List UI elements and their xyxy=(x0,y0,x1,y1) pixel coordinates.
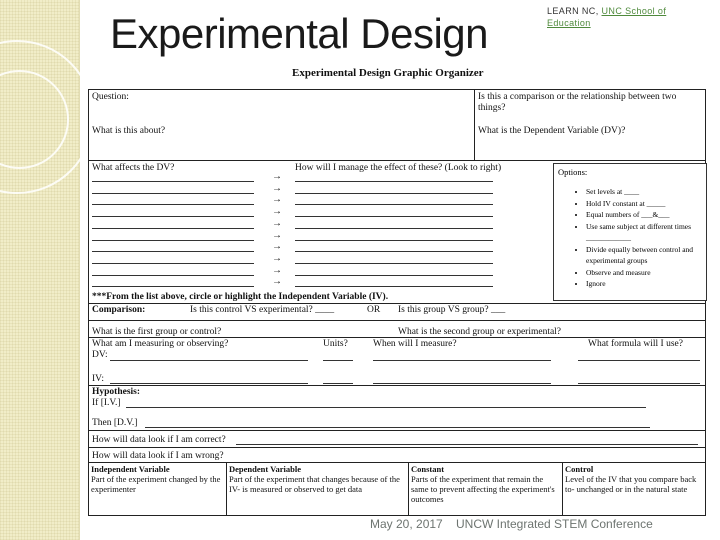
table-border-bottom xyxy=(88,515,706,516)
manage-blank-line xyxy=(295,286,493,287)
affects-blank-line xyxy=(92,240,254,241)
option-item: • Divide equally between control and experimental groups xyxy=(586,244,704,267)
credit-prefix: LEARN NC, xyxy=(547,6,602,16)
circle-iv-note: ***From the list above, circle or highlight the Independent Variable (IV). xyxy=(92,292,389,302)
about-label: What is this about? xyxy=(92,126,166,136)
affects-blank-line xyxy=(92,286,254,287)
correct-question: How will data look if I am correct? xyxy=(92,435,226,445)
row-divider-8 xyxy=(88,462,706,463)
manage-blank-line xyxy=(295,275,493,276)
row-divider-6 xyxy=(88,430,706,431)
formula-blank-2 xyxy=(578,383,700,384)
group-vs-question: Is this group VS group? ___ xyxy=(398,305,506,315)
manage-blank-line xyxy=(295,216,493,217)
dv-blank xyxy=(110,360,308,361)
footer-date: May 20, 2017 xyxy=(370,517,443,531)
units-blank-2 xyxy=(323,383,353,384)
dv-question: What is the Dependent Variable (DV)? xyxy=(478,126,626,136)
footer-conference: UNCW Integrated STEM Conference xyxy=(456,517,653,531)
comparison-row-label: Comparison: xyxy=(92,305,146,315)
definition-head: Constant xyxy=(411,464,445,474)
definition-text: Part of the experiment changed by the experimenter xyxy=(91,474,221,494)
manage-blank-line xyxy=(295,204,493,205)
affects-blank-line xyxy=(92,228,254,229)
right-arrow-icon: → xyxy=(272,171,282,182)
formula-blank-1 xyxy=(578,360,700,361)
definition-head: Control xyxy=(565,464,594,474)
manage-blank-line xyxy=(295,228,493,229)
iv-short-label: IV: xyxy=(92,374,104,384)
affects-blank-line xyxy=(92,193,254,194)
definition-text: Level of the IV that you compare back to- unchanged or in the natural state xyxy=(565,474,697,494)
right-arrow-icon: → xyxy=(272,206,282,217)
measuring-question: What am I measuring or observing? xyxy=(92,339,229,349)
if-iv-label: If [I.V.] xyxy=(92,398,121,408)
source-credit xyxy=(547,5,697,29)
right-arrow-icon: → xyxy=(272,194,282,205)
hypothesis-label: Hypothesis: xyxy=(92,387,141,397)
or-label: OR xyxy=(367,305,381,315)
affects-blank-line xyxy=(92,216,254,217)
right-arrow-icon: → xyxy=(272,241,282,252)
row-divider-7 xyxy=(88,447,706,448)
units-blank-1 xyxy=(323,360,353,361)
option-item: • Observe and measure xyxy=(586,267,704,279)
option-item: • Use same subject at different times ____________ xyxy=(586,221,704,244)
row-divider-5 xyxy=(88,385,706,386)
definition-head: Independent Variable xyxy=(91,464,170,474)
units-question: Units? xyxy=(323,339,348,349)
then-blank xyxy=(145,427,650,428)
right-arrow-icon: → xyxy=(272,183,282,194)
definition-text: Part of the experiment that changes because of the IV- is measured or observed to get data xyxy=(229,474,400,494)
option-item: • Set levels at ____ xyxy=(586,186,704,198)
affects-blank-line xyxy=(92,263,254,264)
row-divider-2 xyxy=(88,303,706,304)
affects-blank-line xyxy=(92,181,254,182)
definition-constant xyxy=(411,464,559,504)
affects-blank-line xyxy=(92,204,254,205)
options-box xyxy=(553,163,707,301)
decorative-sidebar xyxy=(0,0,80,540)
right-arrow-icon: → xyxy=(272,218,282,229)
definition-independent-variable xyxy=(91,464,223,494)
definition-dependent-variable xyxy=(229,464,405,494)
slide-title: Experimental Design xyxy=(110,10,489,57)
when-blank-2 xyxy=(373,383,551,384)
divider-v-top xyxy=(474,89,475,160)
row-divider-1 xyxy=(88,160,706,161)
formula-question: What formula will I use? xyxy=(588,339,683,349)
right-arrow-icon: → xyxy=(272,276,282,287)
definition-control xyxy=(565,464,703,494)
organizer-title: Experimental Design Graphic Organizer xyxy=(292,67,484,79)
then-dv-label: Then [D.V.] xyxy=(92,418,138,428)
wrong-question: How will data look if I am wrong? xyxy=(92,451,224,461)
option-item: • Hold IV constant at _____ xyxy=(586,198,704,210)
options-list xyxy=(564,186,704,290)
def-divider-2 xyxy=(408,462,409,515)
when-blank-1 xyxy=(373,360,551,361)
if-blank xyxy=(126,407,646,408)
table-border-top xyxy=(88,89,706,90)
manage-blank-line xyxy=(295,263,493,264)
manage-blank-line xyxy=(295,193,493,194)
option-item: • Ignore xyxy=(586,278,704,290)
when-measure-question: When will I measure? xyxy=(373,339,457,349)
comparison-question: Is this a comparison or the relationship between two things? xyxy=(478,92,677,113)
manage-blank-line xyxy=(295,181,493,182)
control-vs-question: Is this control VS experimental? ____ xyxy=(190,305,335,315)
dv-short-label: DV: xyxy=(92,350,108,360)
iv-blank xyxy=(110,383,308,384)
manage-blank-line xyxy=(295,240,493,241)
correct-blank xyxy=(236,444,698,445)
first-group-question: What is the first group or control? xyxy=(92,327,222,337)
definition-head: Dependent Variable xyxy=(229,464,302,474)
question-label: Question: xyxy=(92,92,129,102)
right-arrow-icon: → xyxy=(272,265,282,276)
manage-blank-line xyxy=(295,251,493,252)
manage-label: How will I manage the effect of these? (Look to right) xyxy=(295,163,502,173)
second-group-question: What is the second group or experimental? xyxy=(398,327,562,337)
definition-text: Parts of the experiment that remain the same to prevent affecting the experiment's outcomes xyxy=(411,474,555,504)
credit-link[interactable]: UNC School of Education xyxy=(547,6,667,28)
affects-blank-line xyxy=(92,275,254,276)
affects-label: What affects the DV? xyxy=(92,163,175,173)
row-divider-3 xyxy=(88,320,706,321)
affects-blank-line xyxy=(92,251,254,252)
option-item: • Equal numbers of ___&___ xyxy=(586,209,704,221)
def-divider-1 xyxy=(226,462,227,515)
def-divider-3 xyxy=(562,462,563,515)
right-arrow-icon: → xyxy=(272,253,282,264)
right-arrow-icon: → xyxy=(272,230,282,241)
row-divider-4 xyxy=(88,337,706,338)
options-title: Options: xyxy=(558,167,588,177)
